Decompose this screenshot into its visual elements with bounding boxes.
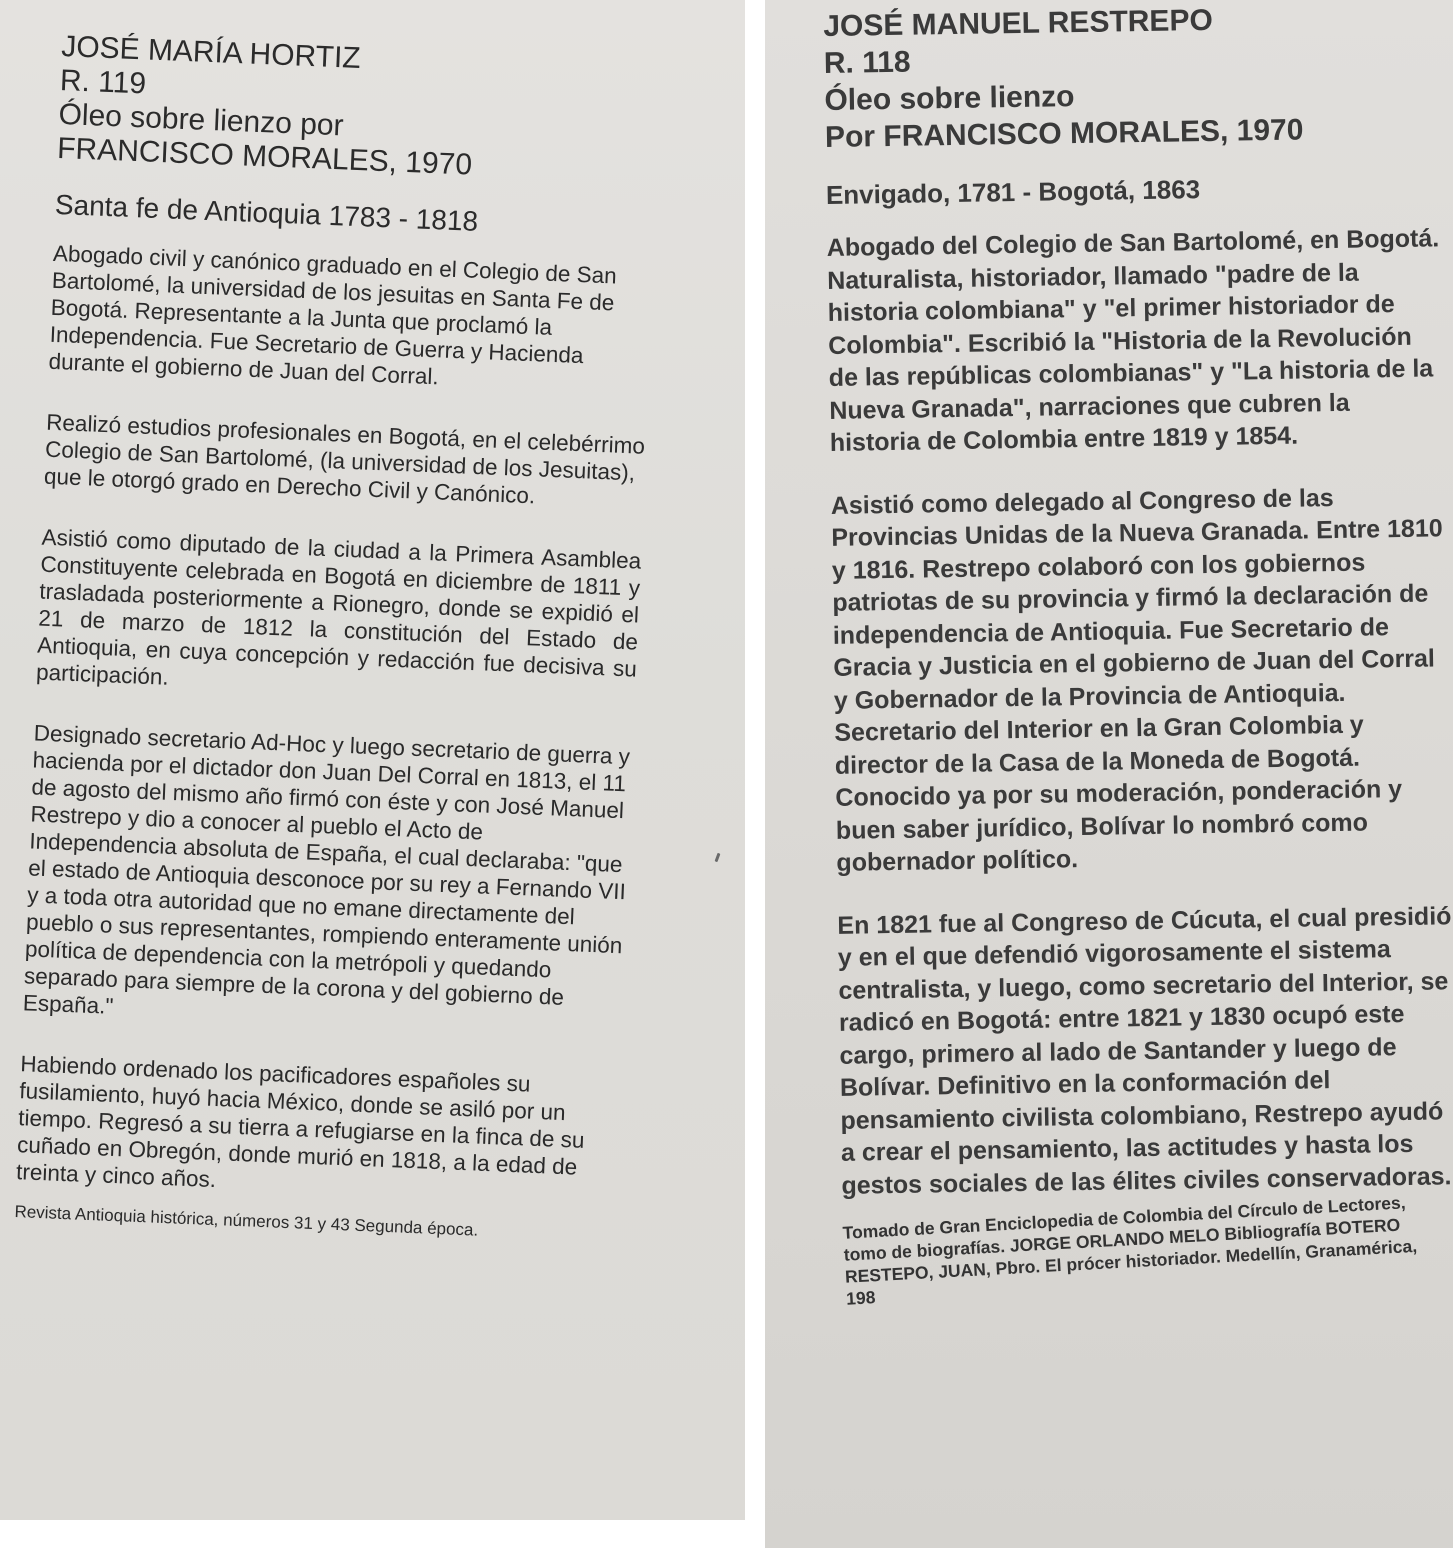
right-place-dates: Envigado, 1781 - Bogotá, 1863 xyxy=(825,174,1201,210)
right-label-content xyxy=(823,0,1453,1327)
right-paragraph-2: Asistió como delegado al Congreso de las Provincias Unidas de la Nueva Granada. Entre 1810 y 1816. Restrepo colaboró con los gobiernos patriotas de su provincia y firmó la declaración de independencia de Antioquia. Fue Secretario de Gracia y Justicia en el gobierno de Juan del Corral y Gobernador de la Provincia de Antioquia. Secretario del Interior en la Gran Colombia y director de la Casa de la Moneda de Bogotá. Conocido ya por su moderación, ponderación y buen saber jurídico, Bolívar lo nombró como gobernador político. xyxy=(830,483,1443,877)
right-catalog-ref: R. 118 xyxy=(823,45,911,80)
left-paragraph-2: Realizó estudios profesionales en Bogotá, en el celebérrimo Colegio de San Bartolomé, (la universidad de los Jesuitas), que le otorgó grado en Derecho Civil y Canónico. xyxy=(43,409,646,509)
right-artist: Por FRANCISCO MORALES, 1970 xyxy=(824,113,1304,154)
left-paragraph-1: Abogado civil y canónico graduado en el Colegio de San Bartolomé, la universidad de los jesuitas en Santa Fe de Bogotá. Representante a la Junta que proclamó la Independencia. Fue Secretario de Guerra y Hacienda durante el gobierno de Juan del Corral. xyxy=(48,240,618,390)
left-medium: Óleo sobre lienzo por xyxy=(57,97,345,143)
right-museum-label xyxy=(765,0,1453,1548)
right-source-citation: Tomado de Gran Enciclopedia de Colombia del Círculo de Lectores, tomo de biografías. JORGE ORLANDO MELO Bibliografía BOTERO RESTEPO, JUAN, Pbro. El prócer historiador. Medellín, Granamérica, 198 xyxy=(842,1192,1418,1309)
right-medium: Óleo sobre lienzo xyxy=(824,80,1075,117)
left-label-content xyxy=(13,30,661,1264)
left-paragraph-4: Designado secretario Ad-Hoc y luego secretario de guerra y hacienda por el dictador don Juan Del Corral en 1813, el 11 de agosto del mismo año firmó con éste y con José Manuel Restrepo y dio a conocer al pueblo el Acto de Independencia absoluta de España, el cual declaraba: "que el estado de Antioquia desconoce por su rey a Fernando VII y a toda otra autoridad que no emane directamente del pueblo o sus representantes, rompiendo enteramente unión política de dependencia con la metrópoli y quedando separado para siempre de la corona y del gobierno de España." xyxy=(22,720,631,1019)
right-paragraph-1: Abogado del Colegio de San Bartolomé, en Bogotá. Naturalista, historiador, llamado "padre de la historia colombiana" y "el primer historiador de Colombia". Escribió la "Historia de la Revolución de las repúblicas colombianas" y "La historia de la Nueva Granada", narraciones que cubren la historia de Colombia entre 1819 y 1854. xyxy=(826,224,1440,457)
pen-mark xyxy=(715,853,721,862)
left-catalog-ref: R. 119 xyxy=(59,63,147,101)
right-paragraph-3: En 1821 fue al Congreso de Cúcuta, el cual presidió y en el que defendió vigorosamente el sistema centralista, y luego, como secretario del Interior, se radicó en Bogotá: entre 1821 y 1830 ocupó este cargo, primero al lado de Santander y luego de Bolívar. Definitivo en la conformación del pensamiento civilista colombiano, Restrepo ayudó a crear el pensamiento, las actitudes y hasta los gestos sociales de las élites civiles conservadoras. xyxy=(837,901,1452,1200)
right-portrait-name: JOSÉ MANUEL RESTREPO xyxy=(823,3,1214,43)
left-portrait-name: JOSÉ MARÍA HORTIZ xyxy=(60,30,362,75)
card-divider xyxy=(745,0,765,1548)
left-paragraph-3: Asistió como diputado de la ciudad a la Primera Asamblea Constituyente celebrada en Bogotá en diciembre de 1811 y trasladada posteriormente a Rionegro, donde se expidió el 21 de marzo de 1812 la constitución del Estado de Antioquia, en cuya concepción y redacción fue decisiva su participación. xyxy=(35,524,642,690)
left-source-citation: Revista Antioquia histórica, números 31 y 43 Segunda época. xyxy=(14,1202,479,1240)
left-paragraph-5: Habiendo ordenado los pacificadores españoles su fusilamiento, huyó hacia México, donde se asiló por un tiempo. Regresó a su tierra a refugiarse en la finca de su cuñado en Obregón, donde murió en 1818, a la edad de treinta y cinco años. xyxy=(15,1051,585,1193)
left-artist: FRANCISCO MORALES, 1970 xyxy=(56,131,473,182)
left-place-dates: Santa fe de Antioquia 1783 - 1818 xyxy=(54,188,479,237)
